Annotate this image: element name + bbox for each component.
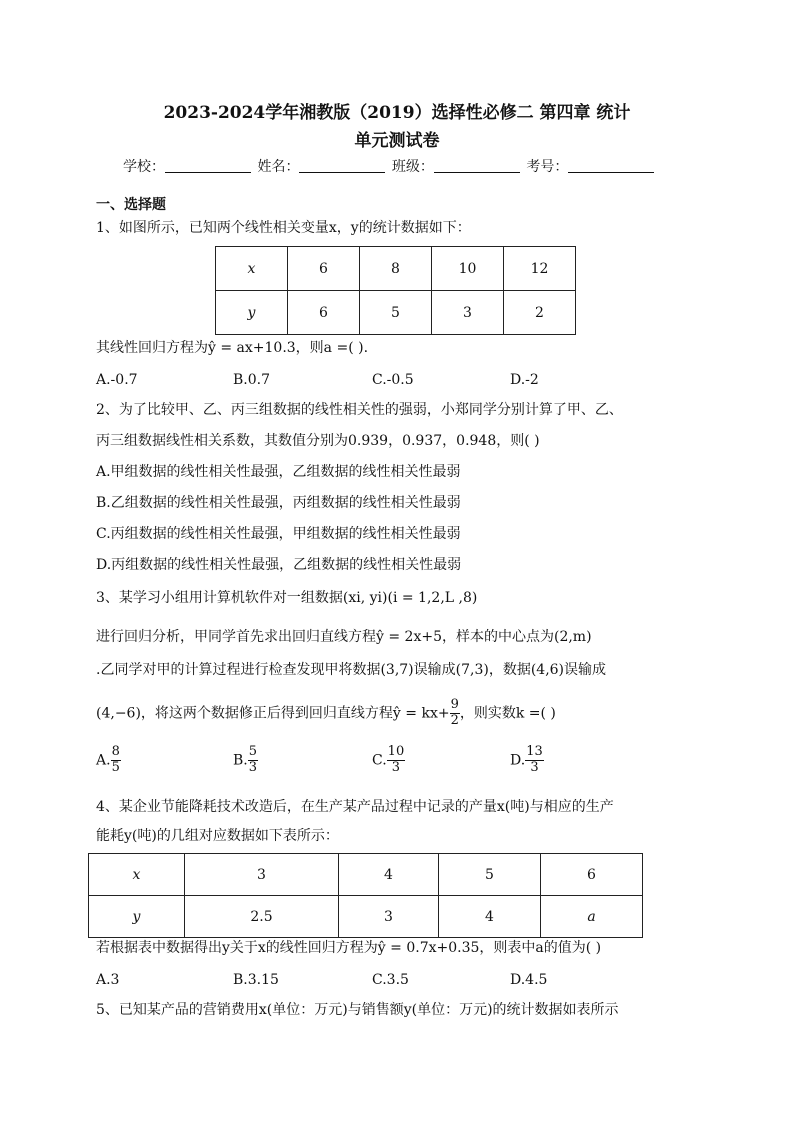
q3-line1: 3、某学习小组用计算机软件对一组数据(xi, yi)(i = 1,2,L ,8) <box>96 590 478 606</box>
q5-stem: 5、已知某产品的营销费用x(单位：万元)与销售额y(单位：万元)的统计数据如表所示 <box>96 1002 619 1018</box>
frac-numerator: 8 <box>111 744 120 759</box>
frac-denominator: 2 <box>450 712 459 728</box>
student-info-row <box>123 156 656 176</box>
table-cell: x <box>89 854 185 896</box>
option-fraction <box>387 745 406 776</box>
q4-option-c[interactable]: C.3.5 <box>372 972 409 988</box>
frac-numerator: 5 <box>248 744 258 759</box>
frac-numerator: 9 <box>450 697 459 712</box>
table-cell: 6 <box>288 291 360 335</box>
table-cell: 2.5 <box>185 896 339 938</box>
q1-equation-text: 其线性回归方程为ŷ = ax+10.3，则a =( ). <box>96 340 369 356</box>
q2-option-c[interactable]: C.丙组数据的线性相关性最强，甲组数据的线性相关性最弱 <box>96 526 461 542</box>
q1-option-d[interactable]: D.-2 <box>510 372 539 388</box>
q1-table <box>215 246 576 335</box>
q4-table <box>88 853 643 938</box>
q3-line4-text: (4,−6)，将这两个数据修正后得到回归直线方程ŷ = kx+ <box>96 705 450 722</box>
table-cell: 6 <box>541 854 643 896</box>
option-label: D. <box>510 752 526 769</box>
option-fraction <box>525 745 544 776</box>
table-cell: 4 <box>339 854 439 896</box>
school-label: 学校： <box>123 159 165 175</box>
class-blank <box>434 159 520 173</box>
exam-title-line2: 单元测试卷 <box>354 131 440 151</box>
section-heading: 一、选择题 <box>96 197 166 213</box>
q4-stem-line1: 4、某企业节能降耗技术改造后，在生产某产品过程中记录的产量x(吨)与相应的生产 <box>96 799 614 815</box>
frac-denominator: 3 <box>248 759 258 775</box>
table-cell: 3 <box>432 291 504 335</box>
q1-option-a[interactable]: A.-0.7 <box>96 372 138 388</box>
class-label: 班级： <box>391 159 434 175</box>
frac-numerator: 10 <box>387 744 405 759</box>
q3-option-d[interactable] <box>510 745 544 776</box>
table-cell: 4 <box>439 896 541 938</box>
table-row <box>216 291 576 335</box>
table-cell: 5 <box>439 854 541 896</box>
table-row <box>89 854 643 896</box>
table-cell: 6 <box>288 247 360 291</box>
option-label: A. <box>96 752 111 769</box>
exam-title-line1: 2023-2024学年湘教版（2019）选择性必修二 第四章 统计 <box>163 103 631 123</box>
table-cell: a <box>541 896 643 938</box>
q3-line3: .乙同学对甲的计算过程进行检查发现甲将数据(3,7)误输成(7,3)，数据(4,6)误输成 <box>96 662 607 678</box>
q1-stem: 1、如图所示，已知两个线性相关变量x，y的统计数据如下： <box>96 220 471 236</box>
option-label: C. <box>372 752 387 769</box>
table-row <box>216 247 576 291</box>
table-row <box>89 896 643 938</box>
option-fraction <box>248 745 258 776</box>
q1-option-b[interactable]: B.0.7 <box>233 372 271 388</box>
table-cell: x <box>216 247 288 291</box>
table-cell: 3 <box>339 896 439 938</box>
frac-numerator: 13 <box>526 744 543 759</box>
q4-option-a[interactable]: A.3 <box>96 972 120 988</box>
q3-line4-text-end: ，则实数k =( ) <box>459 705 556 722</box>
name-blank <box>299 159 385 173</box>
school-blank <box>165 159 251 173</box>
q3-option-a[interactable] <box>96 745 121 776</box>
q3-fraction <box>450 698 460 729</box>
q4-equation-text: 若根据表中数据得出y关于x的线性回归方程为ŷ = 0.7x+0.35，则表中a的值为( ) <box>96 940 602 956</box>
frac-denominator: 3 <box>530 759 539 775</box>
table-cell: 10 <box>432 247 504 291</box>
q2-option-d[interactable]: D.丙组数据的线性相关性最强，乙组数据的线性相关性最弱 <box>96 557 462 573</box>
option-fraction <box>111 745 121 776</box>
q4-option-b[interactable]: B.3.15 <box>233 972 279 988</box>
table-cell: 3 <box>185 854 339 896</box>
q1-option-c[interactable]: C.-0.5 <box>372 372 414 388</box>
frac-denominator: 3 <box>391 759 401 775</box>
frac-denominator: 5 <box>111 759 120 775</box>
name-label: 姓名： <box>257 159 300 175</box>
table-cell: 8 <box>360 247 432 291</box>
table-cell: y <box>216 291 288 335</box>
number-blank <box>568 159 654 173</box>
q2-option-a[interactable]: A.甲组数据的线性相关性最强，乙组数据的线性相关性最弱 <box>96 464 461 480</box>
table-cell: 2 <box>504 291 576 335</box>
option-label: B. <box>233 752 248 769</box>
table-cell: 12 <box>504 247 576 291</box>
table-cell: y <box>89 896 185 938</box>
q2-stem-line2: 丙三组数据线性相关系数，其数值分别为0.939，0.937，0.948，则( ) <box>96 433 540 449</box>
q3-line4 <box>96 698 556 729</box>
q4-stem-line2: 能耗y(吨)的几组对应数据如下表所示： <box>96 828 339 844</box>
q2-stem-line1: 2、为了比较甲、乙、丙三组数据的线性相关性的强弱，小郑同学分别计算了甲、乙、 <box>96 402 623 418</box>
q4-option-d[interactable]: D.4.5 <box>510 972 548 988</box>
q3-option-c[interactable] <box>372 745 405 776</box>
q2-option-b[interactable]: B.乙组数据的线性相关性最强，丙组数据的线性相关性最弱 <box>96 495 461 511</box>
q3-option-b[interactable] <box>233 745 258 776</box>
q3-line2: 进行回归分析，甲同学首先求出回归直线方程ŷ = 2x+5，样本的中心点为(2,m) <box>96 629 592 645</box>
table-cell: 5 <box>360 291 432 335</box>
number-label: 考号： <box>526 159 569 175</box>
